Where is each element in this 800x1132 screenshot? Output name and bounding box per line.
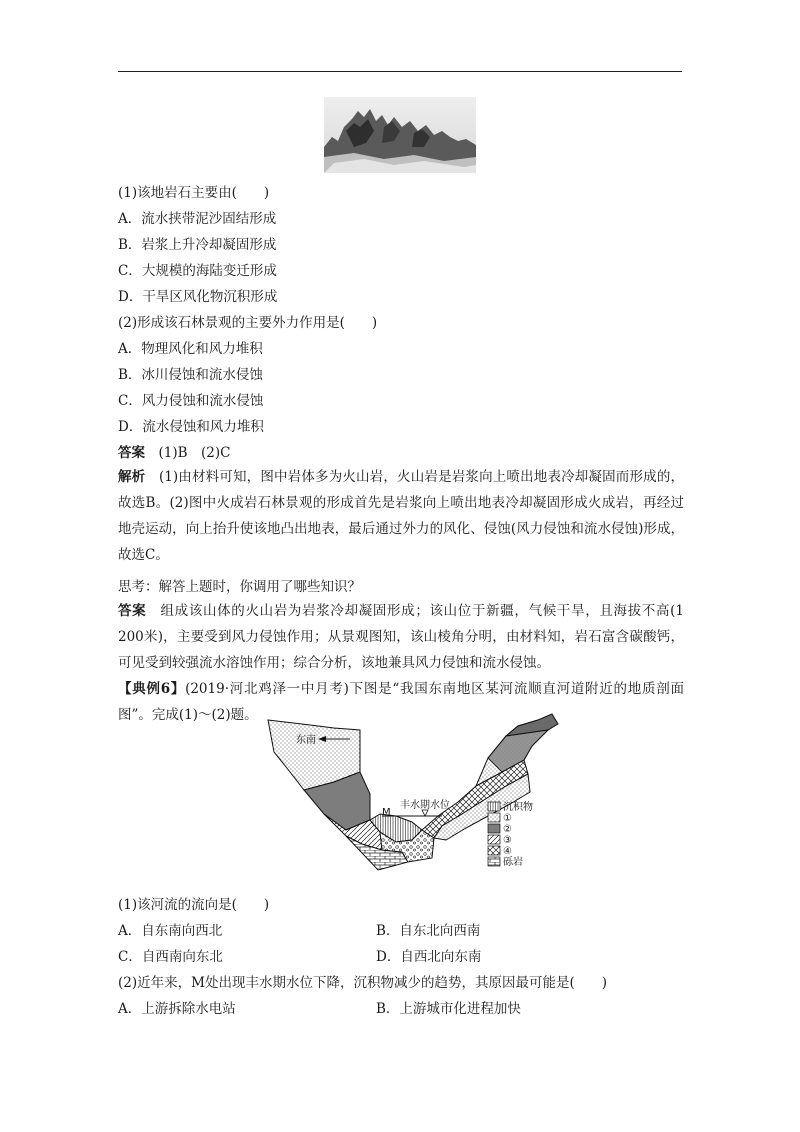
legend-label-3: ③ <box>503 835 512 846</box>
example-text: (2019·河北鸡泽一中月考)下图是“我国东南地区某河流顺直河道附近的地质剖面图”。完成(1)～(2)题。 <box>118 681 684 723</box>
legend-label-1: ① <box>503 813 512 824</box>
answer-label: 答案 <box>118 445 145 461</box>
answer2-label: 答案 <box>118 603 147 619</box>
question-1-stem: (1)该河流的流向是( ) <box>118 897 270 913</box>
stone-forest-photo <box>324 97 476 173</box>
direction-label: 东南 <box>296 735 316 746</box>
answer2-paragraph <box>118 598 684 676</box>
legend <box>488 800 533 868</box>
option-a: A．物理风化和风力堆积 <box>118 341 263 357</box>
option-a: A．自东南向西北 <box>118 923 223 939</box>
legend-swatch-sediment <box>488 802 500 811</box>
option-a: A．流水挟带泥沙固结形成 <box>118 211 277 227</box>
option-b: B．冰川侵蚀和流水侵蚀 <box>118 367 263 383</box>
option-d: D．干旱区风化物沉积形成 <box>118 289 278 305</box>
legend-label-2: ② <box>503 824 512 835</box>
answer-text: (1)B (2)C <box>158 445 231 461</box>
legend-label-4: ④ <box>503 846 512 857</box>
option-b: B．自东北向西南 <box>376 923 481 939</box>
answer2-text: 组成该山体的火山岩为岩浆冷却凝固形成；该山位于新疆，气候干旱，且海拔不高(1 200米)，主要受到风力侵蚀作用；从景观图知，该山棱角分明，由材料知，岩石富含碳酸钙，可见受到较强流水溶蚀作用；综合分析，该地兼具风力侵蚀和流水侵蚀。 <box>118 603 685 671</box>
option-c: C．大规模的海陆变迁形成 <box>118 263 277 279</box>
option-a: A．上游拆除水电站 <box>118 1001 236 1017</box>
option-d: D．自西北向东南 <box>376 949 482 965</box>
legend-label-gravel: 砾岩 <box>503 857 523 868</box>
answer-line <box>118 444 231 462</box>
legend-swatch-1 <box>488 813 500 822</box>
legend-swatch-2 <box>488 824 500 833</box>
question-2-stem: (2)形成该石林景观的主要外力作用是( ) <box>118 315 378 331</box>
water-level-label: 丰水期水位 <box>400 800 450 811</box>
think-prompt: 思考：解答上题时，你调用了哪些知识？ <box>118 579 361 595</box>
analysis-text: (1)由材料可知，图中岩体多为火山岩，火山岩是岩浆向上喷出地表冷却凝固而形成的，故选B。(2)图中火成岩石林景观的形成首先是岩浆向上喷出地表冷却凝固形成火成岩，再经过地壳运动，向上抬升使该地凸出地表，最后通过外力的风化、侵蚀(风力侵蚀和流水侵蚀)形成，故选C。 <box>118 469 684 563</box>
question-2-stem: (2)近年来，M处出现丰水期水位下降，沉积物减少的趋势，其原因最可能是( ) <box>118 975 607 991</box>
option-d: D．流水侵蚀和风力堆积 <box>118 419 264 435</box>
legend-swatch-gravel <box>488 857 500 866</box>
option-b: B．岩浆上升冷却凝固形成 <box>118 237 277 253</box>
legend-swatch-3 <box>488 835 500 844</box>
legend-label-sediment: 沉积物 <box>503 802 533 813</box>
option-b: B．上游城市化进程加快 <box>376 1001 521 1017</box>
legend-swatch-4 <box>488 846 500 855</box>
point-m-label: M <box>382 807 391 818</box>
geologic-cross-section <box>262 712 562 882</box>
question-1-stem: (1)该地岩石主要由( ) <box>118 185 270 201</box>
example-tag: 【典例6】 <box>118 681 186 697</box>
header-rule <box>118 71 682 72</box>
option-c: C．自西南向东北 <box>118 949 223 965</box>
option-c: C．风力侵蚀和流水侵蚀 <box>118 393 264 409</box>
analysis-label: 解析 <box>118 469 146 485</box>
analysis-paragraph <box>118 464 684 568</box>
